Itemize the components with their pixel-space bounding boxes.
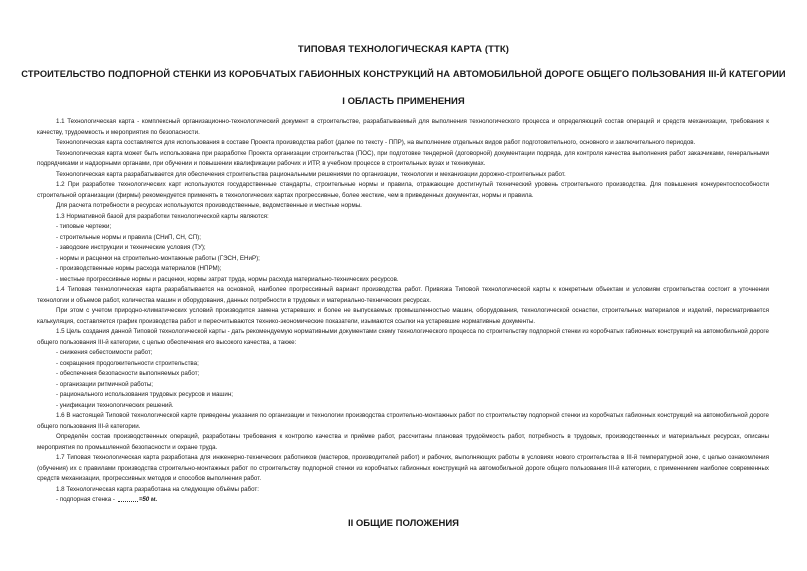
volume-label: - подпорная стенка - <box>56 496 117 503</box>
list-item: - унификации технологических решений. <box>56 401 174 409</box>
section-heading-2: II ОБЩИЕ ПОЛОЖЕНИЯ <box>348 518 459 529</box>
paragraph: 1.1 Технологическая карта - комплексный организационно-технологический документ в строительстве, разрабатываемый для выполнения технологического процесса и определяющий состав операций и средств механизации, требования к качеству, трудоемкость и мероприятия по безопасности. <box>37 118 769 136</box>
section-heading-1: I ОБЛАСТЬ ПРИМЕНЕНИЯ <box>342 96 465 107</box>
volume-value: =50 м. <box>138 496 158 503</box>
volume-line <box>37 495 769 506</box>
document-subtitle: СТРОИТЕЛЬСТВО ПОДПОРНОЙ СТЕНКИ ИЗ КОРОБЧАТЫХ ГАБИОННЫХ КОНСТРУКЦИЙ НА АВТОМОБИЛЬНОЙ ДОРОГЕ ОБЩЕГО ПОЛЬЗОВАНИЯ III-Й КАТЕГОРИИ <box>21 69 786 79</box>
list-item: - организации ритмичной работы; <box>56 380 153 388</box>
paragraph: 1.7 Типовая технологическая карта разработана для инженерно-технических работников (мастеров, производителей работ) и рабочих, выполняющих работы в условиях нового строительства в III-й температурной зоне, с целью ознакомления (обучения) их с правилами производства строительно-монтажных работ по строительству подпорной стенки из коробчатых габионных конструкций на автомобильной дороге общего пользования III-й категории, с применением наиболее современных средств механизации, прогрессивных методов и способов выполнения работ. <box>37 454 769 482</box>
paragraph: 1.3 Нормативной базой для разработки технологической карты являются: <box>56 212 269 220</box>
list-item: - типовые чертежи; <box>56 223 112 230</box>
formula-placeholder <box>118 496 138 502</box>
paragraph: Технологическая карта может быть использована при разработке Проекта организации строительства (ПОС), при подготовке тендерной (договорной) документации подряда, для контроля качества выполнения работ заказчиками, генеральными подрядчиками и надзорными органами, при обучении и повышении квалификации рабочих и ИТР, в учебном процессе в строительных вузах и техникумах. <box>37 149 769 167</box>
paragraph: 1.5 Цель создания данной Типовой технологической карты - дать рекомендуемую нормативными документами схему технологического процесса по строительству подпорной стенки из коробчатых габионных конструкций на автомобильной дороге общего пользования III-й категории, с целью обеспечения его высокого качества, а также: <box>37 328 769 346</box>
list-item: - местные прогрессивные нормы и расценки, нормы затрат труда, нормы расхода материально-технических ресурсов. <box>56 275 399 283</box>
paragraph: Технологическая карта разрабатывается для обеспечения строительства рациональными решениями по организации, технологии и механизации дорожно-строительных работ. <box>56 170 566 178</box>
paragraph: Определён состав производственных операций, разработаны требования к контролю качества и приёмке работ, рассчитаны плановая трудоёмкость работ, потребность в трудовых, производственных и материальных ресурсах, описаны мероприятия по промышленной безопасности и охране труда. <box>37 433 769 451</box>
paragraph: 1.8 Технологическая карта разработана на следующие объёмы работ: <box>56 485 259 493</box>
list-item: - заводские инструкции и технические условия (ТУ); <box>56 244 206 251</box>
paragraph: При этом с учетом природно-климатических условий производится замена устаревших и более не выпускаемых промышленностью машин, оборудования, технологической оснастки, строительных материалов и изделий, пересматривается калькуляция, составляется график производства работ и пересчитываются технико-экономические показатели, изымаются ссылки на устаревшие нормативные документы. <box>37 307 769 325</box>
list-item: - снижения себестоимости работ; <box>56 349 153 356</box>
list-item: - производственные нормы расхода материалов (НПРМ); <box>56 265 222 272</box>
paragraph: Технологическая карта составляется для использования в составе Проекта производства работ (далее по тексту - ППР), на выполнение отдельных видов работ подготовительного, основного и заключительного периодов. <box>56 139 696 146</box>
list-item: - рационального использования трудовых ресурсов и машин; <box>56 391 233 398</box>
paragraph: 1.2 При разработке технологических карт используются государственные стандарты, строительные нормы и правила, отражающие достигнутый технический уровень строительного производства. Для повышения конкурентоспособности строительной организации (фирмы) рекомендуется применять в технологических картах прогрессивные, более жесткие, чем в приведенных документах, нормы и правила. <box>37 181 769 199</box>
paragraph: Для расчета потребности в ресурсах используются производственные, ведомственные и местные нормы. <box>56 202 362 209</box>
list-item: - нормы и расценки на строительно-монтажные работы (ГЭСН, ЕНиР); <box>56 254 260 262</box>
paragraph: 1.4 Типовая технологическая карта разрабатывается на основной, наиболее прогрессивный вариант производства работ. Привязка Типовой технологической карты к конкретным объектам и условиям строительства состоит в уточнении технологии и объемов работ, количества машин и оборудования, данных потребности в трудовых и материально-технических ресурсах. <box>37 286 769 304</box>
list-item: - сокращения продолжительности строительства; <box>56 359 199 367</box>
document-title: ТИПОВАЯ ТЕХНОЛОГИЧЕСКАЯ КАРТА (ТТК) <box>297 44 510 55</box>
paragraph: 1.6 В настоящей Типовой технологической карте приведены указания по организации и технологии производства строительно-монтажных работ по строительству подпорной стенки из коробчатых габионных конструкций на автомобильной дороге общего пользования III-й категории. <box>37 412 769 430</box>
list-item: - строительные нормы и правила (СНиП, СН, СП); <box>56 233 201 241</box>
list-item: - обеспечения безопасности выполняемых работ; <box>56 370 200 377</box>
section-1-body <box>37 117 769 506</box>
